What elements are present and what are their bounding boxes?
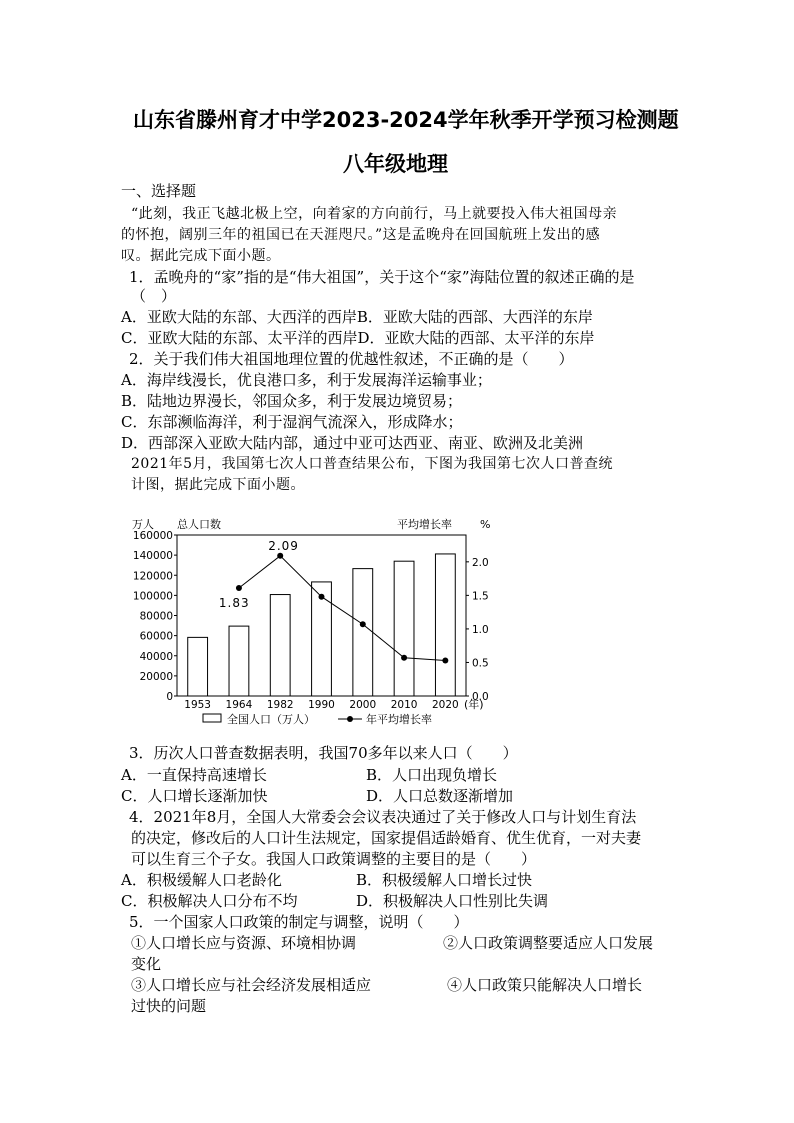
left-axis-unit: 万人 <box>132 518 154 531</box>
right-axis-tick-label: 1.0 <box>472 623 489 636</box>
population-bar <box>353 569 373 696</box>
question-5-item: ④人口政策只能解决人口增长 <box>447 976 643 994</box>
x-axis-tick-label: 2010 <box>390 699 418 711</box>
question-4-stem: 4．2021年8月，全国人大常委会会议表决通过了关于修改人口与计划生育法 <box>129 808 637 826</box>
question-5-item: ③人口增长应与社会经济发展相适应 <box>131 976 372 994</box>
question-1-stem-cont: （ ） <box>131 287 177 305</box>
question-2-option: C．东部濒临海洋，利于湿润气流深入，形成降水； <box>121 413 463 431</box>
page-title: 山东省滕州育才中学2023-2024学年秋季开学预习检测题 <box>133 108 679 132</box>
population-chart <box>120 510 500 735</box>
right-axis-tick-label: 0.0 <box>472 691 489 703</box>
growth-rate-point <box>401 655 407 661</box>
question-5-stem: 5．一个国家人口政策的制定与调整，说明（ ） <box>129 913 469 931</box>
right-axis-tick-label: 2.0 <box>472 556 489 569</box>
x-axis-tick-label: 2020 <box>431 699 459 711</box>
passage-line: 的怀抱，阔别三年的祖国已在天涯咫尺。”这是孟晚舟在回国航班上发出的感 <box>121 227 601 243</box>
legend-line-label: 年平均增长率 <box>366 713 432 726</box>
data-label: 2.09 <box>268 538 299 553</box>
section-heading: 一、选择题 <box>121 182 197 200</box>
population-bar <box>270 595 290 696</box>
right-axis-tick-label: 1.5 <box>472 590 489 603</box>
question-3-stem: 3．历次人口普查数据表明，我国70多年以来人口（ ） <box>129 744 518 762</box>
x-axis-unit: (年) <box>464 698 484 711</box>
question-2-option: A．海岸线漫长，优良港口多，利于发展海洋运输事业； <box>121 371 492 389</box>
passage-line: 叹。据此完成下面小题。 <box>121 248 281 264</box>
question-4-option: B．积极缓解人口增长过快 <box>356 871 533 889</box>
question-1-stem: 1．孟晚舟的“家”指的是“伟大祖国”，关于这个“家”海陆位置的叙述正确的是 <box>129 268 635 286</box>
question-3-option: A．一直保持高速增长 <box>121 766 267 784</box>
passage-line: “此刻，我正飞越北极上空，向着家的方向前行，马上就要投入伟大祖国母亲 <box>131 206 618 222</box>
question-4-option: C．积极解决人口分布不均 <box>121 892 298 910</box>
question-2-option: B．陆地边界漫长，邻国众多，利于发展边境贸易； <box>121 392 463 410</box>
growth-rate-point <box>319 594 325 600</box>
growth-rate-point <box>277 553 283 559</box>
left-axis-label: 总人口数 <box>177 518 221 531</box>
x-axis-tick-label: 2000 <box>349 699 377 711</box>
question-3-option: B．人口出现负增长 <box>366 766 498 784</box>
question-5-item-cont: 过快的问题 <box>131 997 207 1015</box>
legend-line-marker <box>347 716 353 722</box>
right-axis-unit: % <box>480 518 491 531</box>
left-axis-tick-label: 20000 <box>139 670 173 683</box>
right-axis-label: 平均增长率 <box>397 518 452 531</box>
population-bar <box>435 554 455 696</box>
passage-line: 2021年5月，我国第七次人口普查结果公布，下图为我国第七次人口普查统 <box>131 456 614 472</box>
question-2-stem: 2．关于我们伟大祖国地理位置的优越性叙述，不正确的是（ ） <box>129 350 574 368</box>
page-subtitle: 八年级地理 <box>343 152 448 176</box>
left-axis-tick-label: 0 <box>166 691 173 703</box>
x-axis-tick-label: 1990 <box>308 699 335 711</box>
question-3-option: D．人口总数逐渐增加 <box>366 787 514 805</box>
left-axis-tick-label: 60000 <box>139 630 173 643</box>
x-axis-tick-label: 1953 <box>184 699 212 711</box>
left-axis-tick-label: 80000 <box>139 610 173 623</box>
left-axis-tick-label: 100000 <box>132 590 173 603</box>
growth-rate-point <box>442 657 448 663</box>
question-3-option: C．人口增长逐渐加快 <box>121 787 268 805</box>
population-bar <box>229 626 249 696</box>
question-2-option: D．西部深入亚欧大陆内部，通过中亚可达西亚、南亚、欧洲及北美洲 <box>121 434 584 452</box>
growth-rate-point <box>360 621 366 627</box>
question-4-option: D．积极解决人口性别比失调 <box>356 892 549 910</box>
question-4-stem-cont: 的决定，修改后的人口计生法规定，国家提倡适龄婚育、优生优育，一对夫妻 <box>131 829 642 847</box>
x-axis-tick-label: 1964 <box>225 699 253 711</box>
right-axis-tick-label: 0.5 <box>472 657 489 670</box>
left-axis-tick-label: 40000 <box>139 650 173 663</box>
legend-bar-label: 全国人口（万人） <box>227 713 315 726</box>
population-bar <box>394 561 414 696</box>
x-axis-tick-label: 1982 <box>266 699 294 711</box>
left-axis-tick-label: 120000 <box>132 570 173 583</box>
growth-rate-point <box>236 585 242 591</box>
question-4-stem-cont: 可以生育三个子女。我国人口政策调整的主要目的是（ ） <box>131 850 537 868</box>
legend-bar-swatch <box>203 714 221 722</box>
left-axis-tick-label: 140000 <box>132 550 173 563</box>
question-1-option: A．亚欧大陆的东部、大西洋的西岸B．亚欧大陆的西部、大西洋的东岸 <box>121 308 593 326</box>
question-5-item-cont: 变化 <box>131 955 162 973</box>
population-bar <box>188 637 208 696</box>
question-5-item: ②人口政策调整要适应人口发展 <box>443 934 654 952</box>
data-label: 1.83 <box>218 595 250 610</box>
passage-line: 计图，据此完成下面小题。 <box>131 477 305 493</box>
question-4-option: A．积极缓解人口老龄化 <box>121 871 282 889</box>
left-axis-tick-label: 160000 <box>132 530 173 542</box>
question-5-item: ①人口增长应与资源、环境相协调 <box>131 934 357 952</box>
question-1-option: C．亚欧大陆的东部、太平洋的西岸D．亚欧大陆的西部、太平洋的东岸 <box>121 329 595 347</box>
